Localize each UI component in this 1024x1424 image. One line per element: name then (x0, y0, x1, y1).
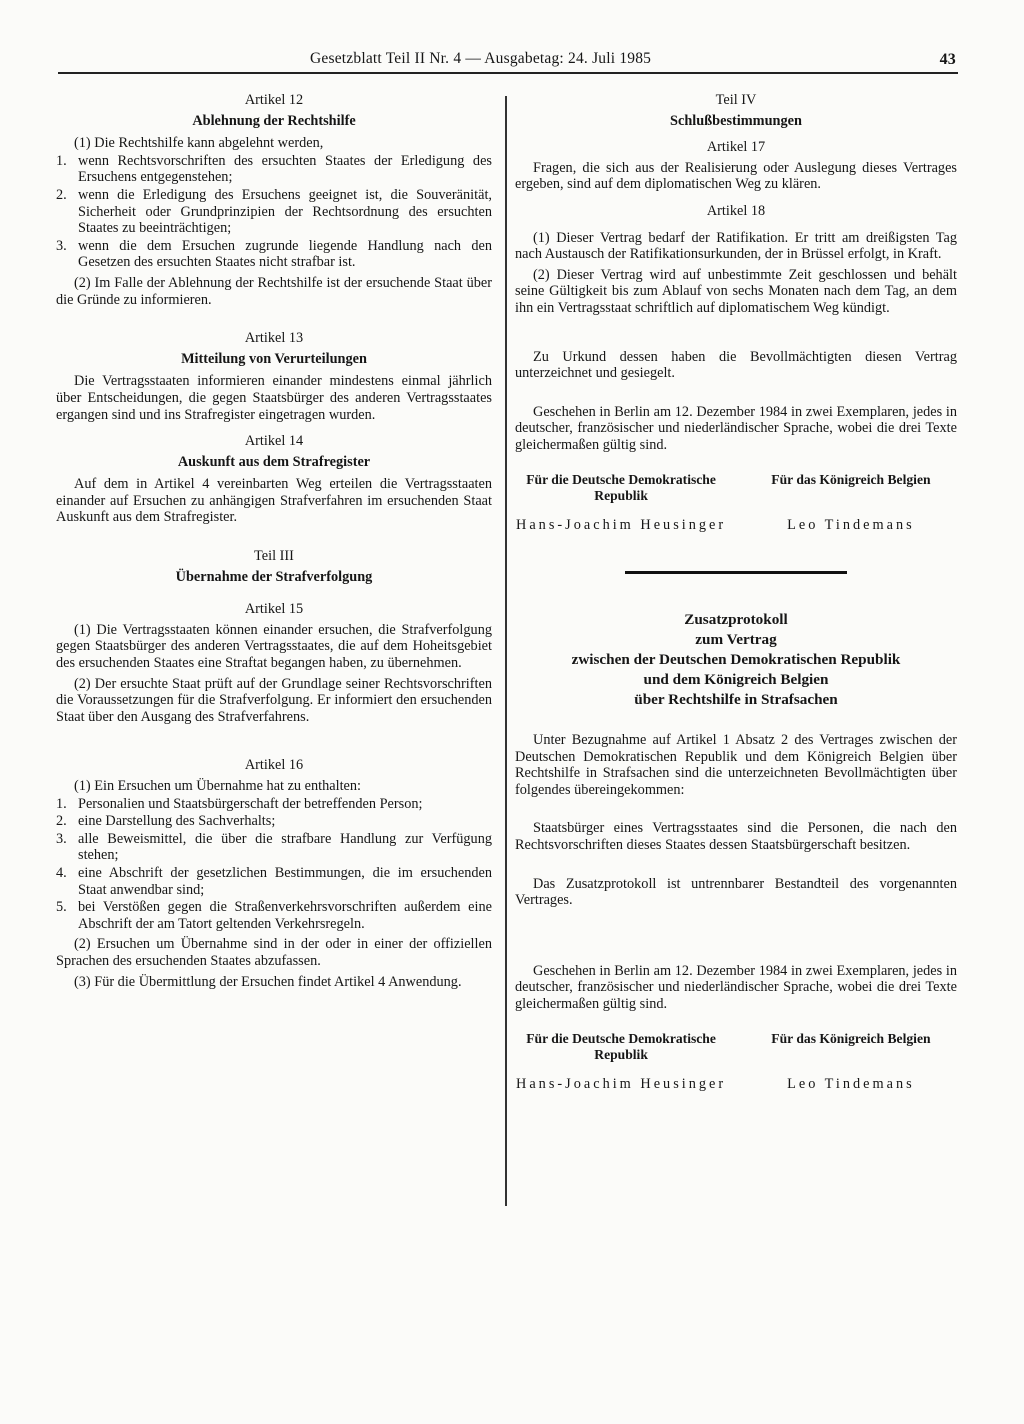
protocol-signatory-name-ddr: Hans-Joachim Heusinger (516, 1075, 727, 1092)
article-16-para-1: (1) Ein Ersuchen um Übernahme hat zu enthalten: (74, 778, 362, 794)
list-item-text: alle Beweismittel, die über die strafbare Handlung zur Verfügung stehen; (78, 830, 492, 864)
article-15-para-2: (2) Der ersuchte Staat prüft auf der Grundlage seiner Rechtsvorschriften die Voraussetzungen für die Strafverfolgung. Er informiert den ersuchenden Staat über den Ausgang des Strafverfahrens. (56, 675, 492, 725)
protocol-signature-names (515, 1076, 957, 1093)
list-item-number: 3. (56, 237, 67, 254)
header-title: Gesetzblatt Teil II Nr. 4 — Ausgabetag: 24. Juli 1985 (310, 50, 652, 67)
list-item-number: 3. (56, 830, 67, 847)
list-item-text: Personalien und Staatsbürgerschaft der betreffenden Person; (78, 795, 423, 812)
protocol-para-1: Unter Bezugnahme auf Artikel 1 Absatz 2 des Vertrages zwischen der Deutschen Demokratischen Republik und dem Königreich Belgien über Rechtshilfe in Strafsachen sind die unterzeichneten Bevollmächtigten über folgendes übereingekommen: (515, 732, 957, 798)
protocol-para-3: Das Zusatzprotokoll ist untrennbarer Bestandteil des vorgenannten Vertrages. (515, 875, 957, 909)
protocol-geschehen: Geschehen in Berlin am 12. Dezember 1984 in zwei Exemplaren, jedes in deutscher, französischer und niederländischer Sprache, wobei die drei Texte gleichermaßen gültig sind. (515, 962, 957, 1013)
article-15-heading: Artikel 15 (244, 601, 304, 618)
protocol-signatory-name-belgium: Leo Tindemans (787, 1075, 915, 1092)
protocol-para-2: Staatsbürger eines Vertragsstaates sind die Personen, die nach den Rechtsvorschriften dieses Staates dessen Staatsbürgerschaft besitzen. (515, 820, 957, 854)
list-item-number: 5. (56, 899, 67, 916)
article-15-para-1: (1) Die Vertragsstaaten können einander ersuchen, die Strafverfolgung gegen Staatsbürger des anderen Vertragsstaates, die auf dem Hoheitsgebiet des ersuchenden Staates eine Straftat begangen haben, zu übernehmen. (56, 621, 492, 672)
signature-party-belgium: Für das Königreich Belgien (771, 471, 931, 487)
list-item (56, 831, 492, 864)
article-12-para-2: (2) Im Falle der Ablehnung der Rechtshilfe ist der ersuchende Staat über die Gründe zu informieren. (56, 274, 492, 308)
list-item (56, 153, 492, 186)
article-13-heading: Artikel 13 (244, 330, 304, 347)
protocol-title-line-5: über Rechtshilfe in Strafsachen (634, 691, 838, 709)
page-number: 43 (939, 51, 956, 68)
article-13-title: Mitteilung von Verurteilungen (181, 350, 367, 367)
article-13-para-1: Die Vertragsstaaten informieren einander mindestens einmal jährlich über Entscheidungen, die gegen Staatsbürger des anderen Vertragsstaates ergangen sind und ins Strafregister eingetragen wurden. (56, 373, 492, 423)
article-16-para-2: (2) Ersuchen um Übernahme sind in der oder in einer der offiziellen Sprachen des ersuchenden Staates abzufassen. (56, 936, 492, 969)
list-item-number: 2. (56, 186, 67, 203)
list-item (56, 238, 492, 271)
list-item-text: bei Verstößen gegen die Straßenverkehrsvorschriften außerdem eine Abschrift der am Tatort geltenden Verkehrsregeln. (78, 899, 492, 932)
list-item-text: eine Abschrift der gesetzlichen Bestimmungen, die im ersuchenden Staat anwendbar sind; (78, 864, 492, 898)
part-4-title: Schlußbestimmungen (670, 112, 802, 129)
protocol-title-line-3: zwischen der Deutschen Demokratischen Republik (571, 651, 901, 669)
list-item (56, 813, 492, 830)
list-item-text: wenn Rechtsvorschriften des ersuchten Staates der Erledigung des Ersuchens entgegenstehen; (78, 152, 492, 186)
list-item-text: wenn die Erledigung des Ersuchens geeignet ist, die Souveränität, Sicherheit oder Grundprinzipien der Rechtsordnung des ersuchten Staates zu beeinträchtigen; (78, 186, 492, 237)
closing-geschehen: Geschehen in Berlin am 12. Dezember 1984 in zwei Exemplaren, jedes in deutscher, französischer und niederländischer Sprache, wobei die drei Texte gleichermaßen gültig sind. (515, 403, 957, 453)
article-12-title: Ablehnung der Rechtshilfe (192, 112, 356, 129)
article-12-heading: Artikel 12 (244, 92, 304, 108)
protocol-signature-parties (515, 1031, 957, 1064)
article-18-para-2: (2) Dieser Vertrag wird auf unbestimmte Zeit geschlossen und behält seine Gültigkeit bis zum Ablauf von sechs Monaten nach dem Tag, an dem ihn ein Vertragsstaat schriftlich auf diplomatischem Weg kündigt. (515, 266, 957, 316)
list-item-number: 2. (56, 813, 67, 830)
signature-names (515, 517, 957, 534)
article-14-para-1: Auf dem in Artikel 4 vereinbarten Weg erteilen die Vertragsstaaten einander auf Ersuchen zu anhängigen Strafverfahren im ersuchenden Staat Auskunft aus dem Strafregister. (56, 476, 492, 526)
closing-urkund: Zu Urkund dessen haben die Bevollmächtigten diesen Vertrag unterzeichnet und gesiegelt. (515, 348, 957, 382)
signatory-name-ddr: Hans-Joachim Heusinger (516, 516, 727, 533)
article-17-para-1: Fragen, die sich aus der Realisierung oder Auslegung dieses Vertrages ergeben, sind auf dem diplomatischen Weg zu klären. (515, 159, 957, 193)
article-14-heading: Artikel 14 (244, 433, 304, 450)
list-item (56, 796, 492, 813)
list-item-text: eine Darstellung des Sachverhalts; (78, 813, 276, 830)
list-item-number: 1. (56, 152, 67, 169)
part-4-heading: Teil IV (715, 92, 757, 108)
signature-parties (515, 472, 957, 505)
protocol-title-line-2: zum Vertrag (695, 631, 777, 649)
left-column (56, 92, 492, 990)
list-item-number: 4. (56, 864, 67, 881)
part-3-heading: Teil III (254, 548, 294, 565)
article-18-heading: Artikel 18 (706, 202, 766, 219)
article-17-heading: Artikel 17 (706, 139, 766, 156)
article-14-title: Auskunft aus dem Strafregister (177, 453, 371, 470)
article-12-para-1: (1) Die Rechtshilfe kann abgelehnt werden, (74, 135, 324, 152)
list-item-number: 1. (56, 795, 67, 812)
header-rule (58, 72, 958, 74)
article-16-heading: Artikel 16 (244, 757, 304, 774)
list-item (56, 187, 492, 237)
section-divider (625, 571, 847, 574)
signatory-name-belgium: Leo Tindemans (787, 516, 915, 533)
list-item (56, 899, 492, 932)
protocol-title-line-1: Zusatzprotokoll (684, 611, 788, 629)
protocol-title-line-4: und dem Königreich Belgien (643, 671, 829, 689)
signature-party-ddr: Für die Deutsche Demokratische Republik (526, 471, 716, 503)
right-column (515, 92, 957, 1092)
list-item-text: wenn die dem Ersuchen zugrunde liegende Handlung nach den Gesetzen des ersuchten Staates nicht strafbar ist. (78, 237, 492, 271)
article-18-para-1: (1) Dieser Vertrag bedarf der Ratifikation. Er tritt am dreißigsten Tag nach Austausch der Ratifikationsurkunden, der in Brüssel erfolgt, in Kraft. (515, 229, 957, 263)
part-3-title: Übernahme der Strafverfolgung (175, 568, 373, 585)
protocol-signature-party-ddr: Für die Deutsche Demokratische Republik (526, 1030, 716, 1063)
article-16-para-3: (3) Für die Übermittlung der Ersuchen findet Artikel 4 Anwendung. (74, 973, 462, 990)
protocol-signature-party-belgium: Für das Königreich Belgien (771, 1030, 931, 1046)
column-divider (505, 96, 507, 1206)
list-item (56, 865, 492, 898)
